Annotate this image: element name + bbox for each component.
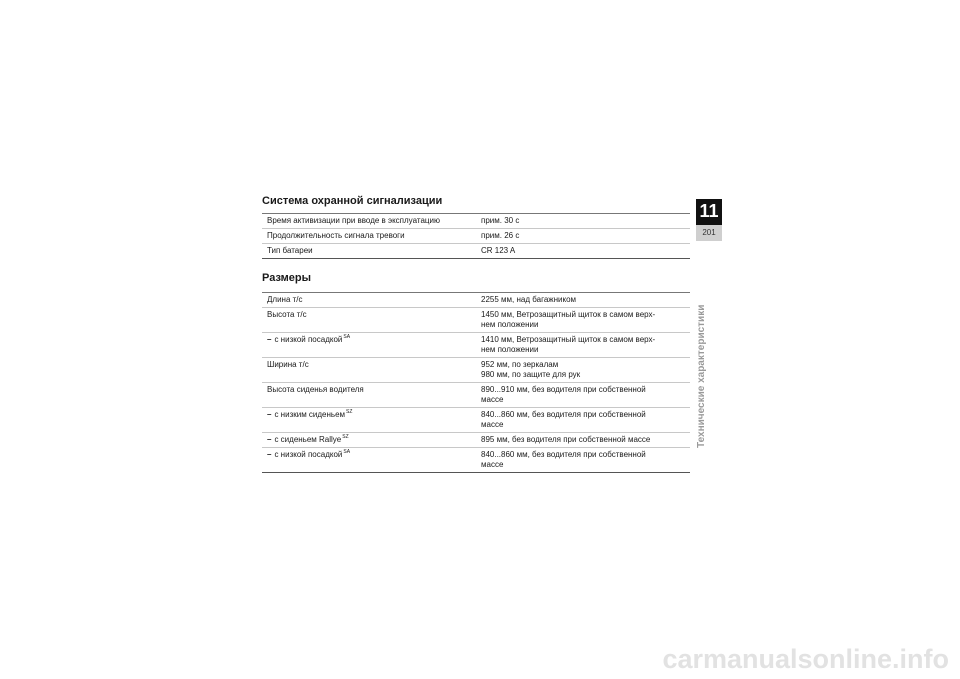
spec-value-line: нем положении [481,345,539,354]
spec-label-text: Высота сиденья водителя [267,385,364,394]
watermark: carmanualsonline.info [662,644,949,674]
dimensions-section-title: Размеры [262,272,312,284]
spec-value-line: массе [481,460,504,469]
dimensions-spec-table [262,292,690,473]
option-code: SA [343,334,351,341]
table-row [262,308,690,333]
spec-label [262,433,476,448]
spec-value [476,308,690,333]
spec-value-line: 840...860 мм, без водителя при собственной [481,410,646,419]
spec-label-text: с низкой посадкой [274,335,343,344]
dash-bullet: – [267,435,272,444]
dash-bullet: – [267,335,272,344]
option-code: SA [343,449,351,456]
spec-label: Тип батареи [262,244,476,259]
spec-value: CR 123 A [476,244,690,259]
spec-label [262,408,476,433]
spec-value-line: массе [481,420,504,429]
chapter-side-label: Технические характеристики [696,304,707,448]
alarm-section-title: Система охранной сигнализации [262,195,443,207]
spec-value [476,333,690,358]
table-row [262,433,690,448]
spec-label [262,448,476,473]
page-number: 201 [696,225,722,241]
spec-value: прим. 30 с [481,216,520,225]
spec-label [262,308,476,333]
spec-label-text: с сиденьем Rallye [274,435,342,444]
spec-value [476,448,690,473]
spec-label [262,358,476,383]
spec-value-line: 2255 мм, над багажником [481,295,577,304]
table-row [262,333,690,358]
spec-value: прим. 26 с [476,229,690,244]
table-row [262,229,690,244]
spec-label: Продолжительность сигнала тревоги [262,229,476,244]
spec-value [476,433,690,448]
table-row [262,448,690,473]
chapter-tab [696,199,722,241]
spec-value-line: 980 мм, по защите для рук [481,370,581,379]
spec-label [262,383,476,408]
option-code: SZ [342,434,349,441]
chapter-number: 11 [699,201,719,221]
spec-value [476,408,690,433]
spec-value-line: 952 мм, по зеркалам [481,360,559,369]
spec-value [476,293,690,308]
spec-value [476,383,690,408]
table-row [262,244,690,259]
spec-label-text: Ширина т/с [267,360,309,369]
spec-value-line: нем положении [481,320,539,329]
dash-bullet: – [267,410,272,419]
spec-value-line: 1450 мм, Ветрозащитный щиток в самом верх- [481,310,656,319]
spec-label-text: с низким сиденьем [274,410,346,419]
spec-label [262,293,476,308]
spec-value-line: массе [481,395,504,404]
page-content [262,194,690,473]
spec-label-text: с низкой посадкой [274,450,343,459]
spec-value-line: 895 мм, без водителя при собственной массе [481,435,651,444]
spec-label: Время активизации при вводе в эксплуатацию [267,216,440,225]
spec-value [476,358,690,383]
spec-value-line: 1410 мм, Ветрозащитный щиток в самом верх- [481,335,656,344]
table-row [262,214,690,229]
spec-value-line: 890...910 мм, без водителя при собственной [481,385,646,394]
spec-label-text: Высота т/с [267,310,307,319]
table-row [262,358,690,383]
option-code: SZ [346,409,353,416]
spec-label-text: Длина т/с [267,295,303,304]
table-row [262,293,690,308]
spec-value-line: 840...860 мм, без водителя при собственной [481,450,646,459]
spec-label [262,333,476,358]
table-row [262,383,690,408]
alarm-spec-table [262,213,690,259]
dash-bullet: – [267,450,272,459]
table-row [262,408,690,433]
